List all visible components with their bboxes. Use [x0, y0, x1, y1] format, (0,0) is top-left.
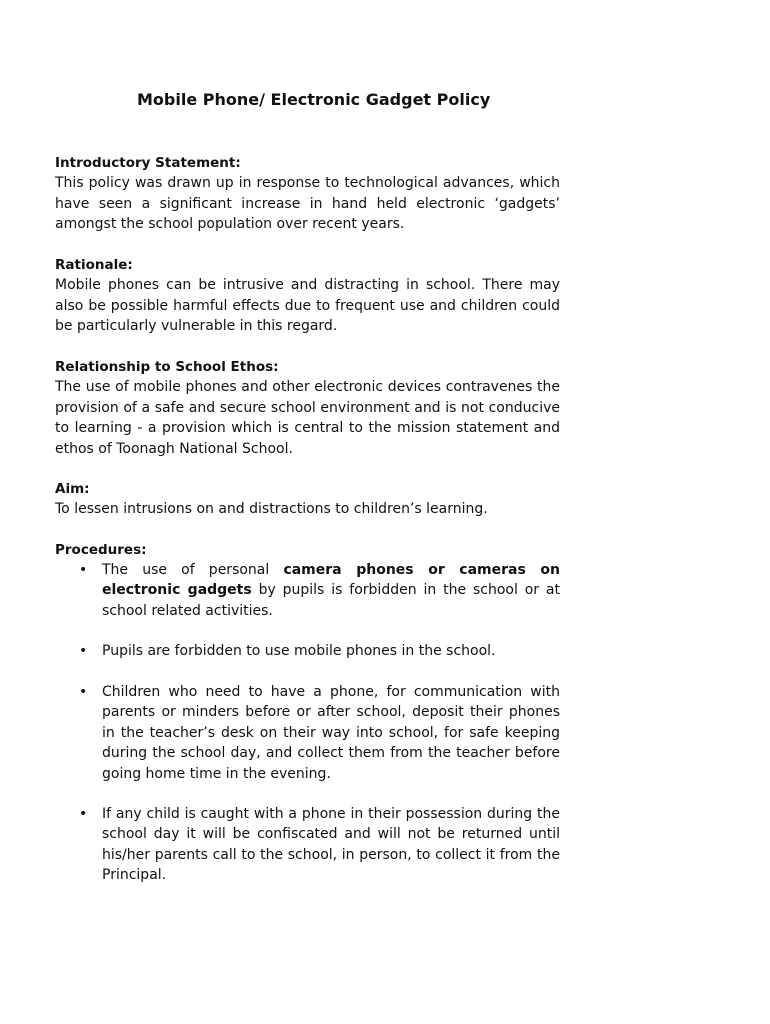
procedures-section: [55, 540, 560, 884]
list-item: [79, 682, 560, 784]
ethos-heading: Relationship to School Ethos:: [55, 359, 279, 375]
bullet-icon: •: [79, 684, 88, 700]
list-item: [79, 641, 560, 661]
item-text: Children who need to have a phone, for communication with parents or minders before or after school, deposit their phones in the teacher’s desk on their way into school, for safe keeping during the school day, and collect them from the teacher before going home time in the evening.: [102, 684, 560, 782]
bullet-icon: •: [79, 806, 88, 822]
aim-section: [55, 479, 560, 520]
rationale-text: Mobile phones can be intrusive and distracting in school. There may also be possible harmful effects due to frequent use and children could be particularly vulnerable in this regard.: [55, 277, 560, 335]
intro-text: This policy was drawn up in response to technological advances, which have seen a significant increase in hand held electronic ‘gadgets’ amongst the school population over recent years.: [55, 175, 560, 233]
ethos-section: [55, 357, 560, 459]
aim-text: To lessen intrusions on and distractions to children’s learning.: [55, 501, 488, 518]
rationale-heading: Rationale:: [55, 257, 133, 273]
intro-section: [55, 153, 560, 235]
rationale-section: [55, 255, 560, 337]
list-item: [79, 560, 560, 621]
item-text-bold: camera phones or cameras on electronic gadgets: [102, 562, 560, 599]
procedures-heading: Procedures:: [55, 542, 147, 558]
bullet-icon: •: [79, 562, 88, 578]
list-item: [79, 804, 560, 886]
ethos-text: The use of mobile phones and other electronic devices contravenes the provision of a safe and secure school environment and is not conducive to learning - a provision which is central to the mission statement and ethos of Toonagh National School.: [55, 379, 560, 457]
aim-heading: Aim:: [55, 481, 90, 497]
item-text: Pupils are forbidden to use mobile phones in the school.: [102, 643, 496, 659]
intro-heading: Introductory Statement:: [55, 155, 241, 171]
item-text: If any child is caught with a phone in their possession during the school day it will be confiscated and will not be returned until his/her parents call to the school, in person, to collect it from the Principal.: [102, 806, 560, 884]
bullet-icon: •: [79, 643, 88, 659]
item-text-pre: The use of personal: [102, 562, 284, 578]
item-text-post: by pupils is forbidden in the school or at school related activities.: [102, 582, 560, 619]
page-title: Mobile Phone/ Electronic Gadget Policy: [137, 90, 491, 109]
